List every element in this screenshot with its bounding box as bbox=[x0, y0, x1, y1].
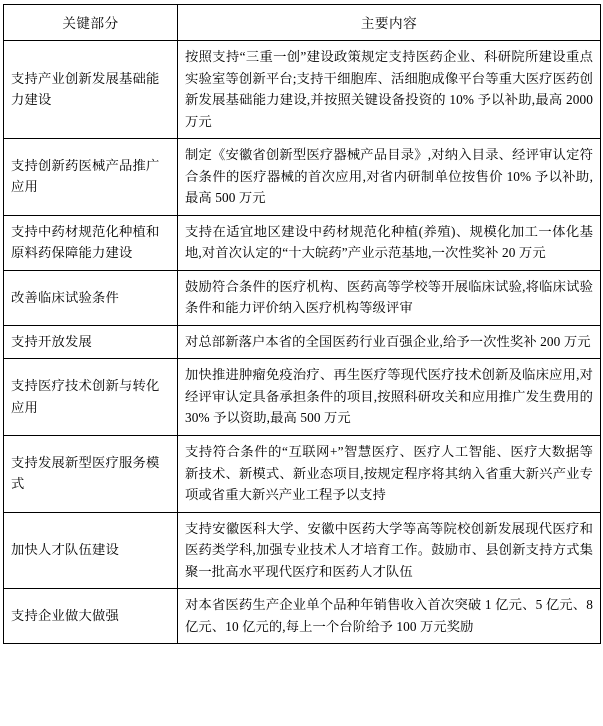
row-content: 支持在适宜地区建设中药材规范化种植(养殖)、规模化加工一体化基地,对首次认定的“十大皖药”产业示范基地,一次性奖补 20 万元 bbox=[178, 215, 601, 270]
table-header bbox=[4, 5, 601, 41]
table-row bbox=[4, 41, 601, 139]
row-key: 支持发展新型医疗服务模式 bbox=[4, 435, 178, 512]
table-row bbox=[4, 435, 601, 512]
column-header-content: 主要内容 bbox=[178, 5, 601, 41]
row-key: 改善临床试验条件 bbox=[4, 270, 178, 325]
row-key: 支持企业做大做强 bbox=[4, 589, 178, 644]
row-content: 对总部新落户本省的全国医药行业百强企业,给予一次性奖补 200 万元 bbox=[178, 325, 601, 359]
row-content: 支持符合条件的“互联网+”智慧医疗、医疗人工智能、医疗大数据等新技术、新模式、新业态项目,按规定程序将其纳入省重大新兴产业专项或省重大新兴产业工程予以支持 bbox=[178, 435, 601, 512]
row-key: 支持医疗技术创新与转化应用 bbox=[4, 359, 178, 436]
row-content: 加快推进肿瘤免疫治疗、再生医疗等现代医疗技术创新及临床应用,对经评审认定具备承担条件的项目,按照科研攻关和应用推广发生费用的 30% 予以资助,最高 500 万元 bbox=[178, 359, 601, 436]
table-row bbox=[4, 325, 601, 359]
table-row bbox=[4, 589, 601, 644]
table-row bbox=[4, 215, 601, 270]
table-row bbox=[4, 139, 601, 216]
row-key: 加快人才队伍建设 bbox=[4, 512, 178, 589]
row-content: 按照支持“三重一创”建设政策规定支持医药企业、科研院所建设重点实验室等创新平台;支持干细胞库、活细胞成像平台等重大医疗医药创新发展基础能力建设,并按照关键设备投资的 10% 予以补助,最高 2000 万元 bbox=[178, 41, 601, 139]
row-key: 支持创新药医械产品推广应用 bbox=[4, 139, 178, 216]
row-key: 支持开放发展 bbox=[4, 325, 178, 359]
row-content: 鼓励符合条件的医疗机构、医药高等学校等开展临床试验,将临床试验条件和能力评价纳入医疗机构等级评审 bbox=[178, 270, 601, 325]
row-content: 对本省医药生产企业单个品种年销售收入首次突破 1 亿元、5 亿元、8 亿元、10 亿元的,每上一个台阶给予 100 万元奖励 bbox=[178, 589, 601, 644]
table-row bbox=[4, 270, 601, 325]
row-key: 支持中药材规范化种植和原料药保障能力建设 bbox=[4, 215, 178, 270]
row-content: 支持安徽医科大学、安徽中医药大学等高等院校创新发展现代医疗和医药类学科,加强专业技术人才培育工作。鼓励市、县创新支持方式集聚一批高水平现代医疗和医药人才队伍 bbox=[178, 512, 601, 589]
table-row bbox=[4, 512, 601, 589]
table-row bbox=[4, 359, 601, 436]
table-body bbox=[4, 41, 601, 644]
column-header-key: 关键部分 bbox=[4, 5, 178, 41]
table-header-row bbox=[4, 5, 601, 41]
row-key: 支持产业创新发展基础能力建设 bbox=[4, 41, 178, 139]
row-content: 制定《安徽省创新型医疗器械产品目录》,对纳入目录、经评审认定符合条件的医疗器械的首次应用,对省内研制单位按售价 10% 予以补助,最高 500 万元 bbox=[178, 139, 601, 216]
policy-table bbox=[3, 4, 601, 644]
